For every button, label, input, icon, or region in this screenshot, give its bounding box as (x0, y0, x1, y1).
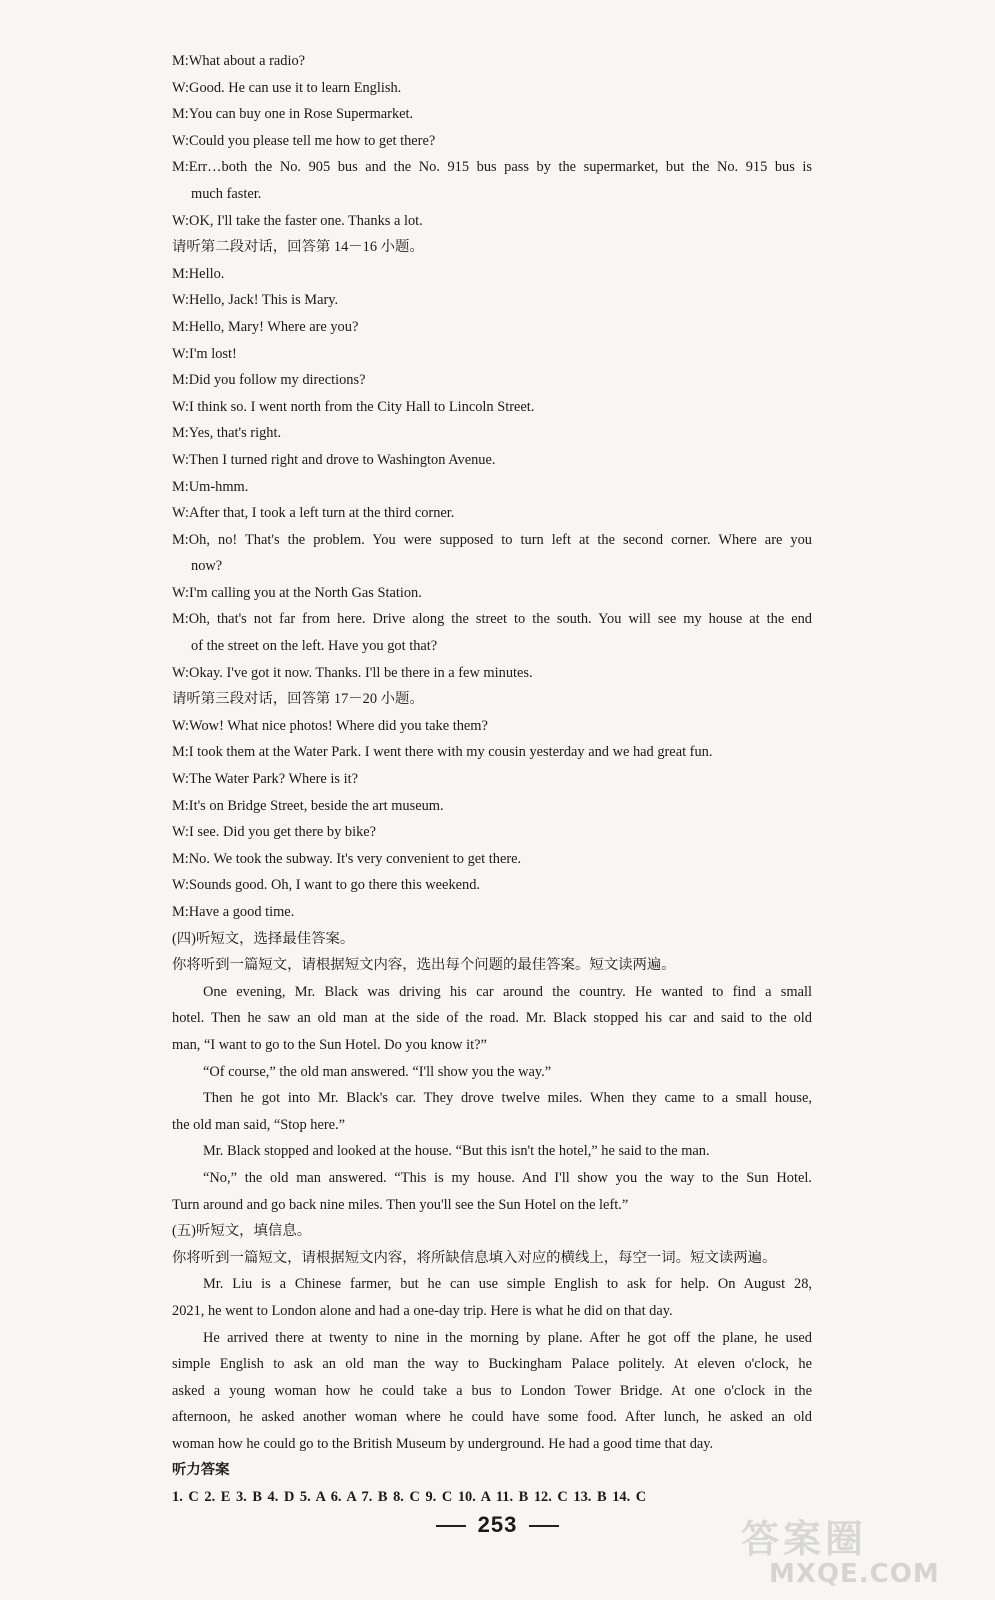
answer-key: 1. C 2. E 3. B 4. D 5. A 6. A 7. B 8. C 9. C 10. A 11. B 12. C 13. B 14. C (172, 1489, 647, 1506)
text-line: W:Could you please tell me how to get there? (172, 132, 436, 149)
text-line: M:What about a radio? (172, 53, 306, 69)
dash-right (529, 1525, 559, 1527)
text-line: the old man said, “Stop here.” (172, 1116, 346, 1133)
text-line: W:I see. Did you get there by bike? (172, 824, 377, 841)
text-line: Turn around and go back nine miles. Then you'll see the Sun Hotel on the left.” (172, 1196, 629, 1213)
text-line: M:Did you follow my directions? (172, 372, 366, 389)
dash-left (436, 1525, 466, 1527)
text-line: W:The Water Park? Where is it? (172, 771, 358, 788)
text-line: M:Hello, Mary! Where are you? (172, 318, 359, 335)
text-line: (四)听短文，选择最佳答案。 (172, 930, 355, 947)
text-line: asked a young woman how he could take a bus to London Tower Bridge. At one o'clock in the (172, 1382, 812, 1399)
text-line: W:I think so. I went north from the City Hall to Lincoln Street. (172, 398, 535, 415)
text-line: 你将听到一篇短文，请根据短文内容，选出每个问题的最佳答案。短文读两遍。 (172, 957, 676, 974)
text-line: One evening, Mr. Black was driving his car around the country. He wanted to find a small (203, 983, 812, 1000)
text-line: M:No. We took the subway. It's very convenient to get there. (172, 850, 522, 867)
text-line: M:I took them at the Water Park. I went there with my cousin yesterday and we had great fun. (172, 744, 713, 761)
text-line: M:Err…both the No. 905 bus and the No. 915 bus pass by the supermarket, but the No. 915 bus is (172, 159, 812, 176)
text-line: 听力答案 (172, 1462, 230, 1479)
text-line: 2021, he went to London alone and had a one-day trip. Here is what he did on that day. (172, 1302, 673, 1319)
text-line: M:It's on Bridge Street, beside the art museum. (172, 797, 444, 814)
text-line: W:I'm lost! (172, 345, 237, 362)
watermark-logo (741, 1508, 981, 1594)
text-lines (172, 48, 812, 1484)
text-line: 请听第三段对话，回答第 17－20 小题。 (172, 691, 424, 708)
text-line: M:Have a good time. (172, 904, 295, 920)
text-line: W:Okay. I've got it now. Thanks. I'll be there in a few minutes. (172, 664, 533, 681)
text-line: simple English to ask an old man the way to Buckingham Palace politely. At eleven o'clock, he (172, 1356, 812, 1373)
text-line: now? (191, 558, 223, 575)
text-line: M:Hello. (172, 265, 225, 282)
text-line: much faster. (191, 185, 262, 202)
text-line: W:OK, I'll take the faster one. Thanks a lot. (172, 212, 423, 229)
text-line: He arrived there at twenty to nine in the morning by plane. After he got off the plane, he used (203, 1329, 812, 1346)
text-line: (五)听短文，填信息。 (172, 1223, 312, 1240)
text-line: W:Wow! What nice photos! Where did you take them? (172, 717, 488, 734)
text-line: afternoon, he asked another woman where he could have some food. After lunch, he asked an old (172, 1409, 812, 1426)
text-line: W:Good. He can use it to learn English. (172, 79, 402, 96)
text-line: W:After that, I took a left turn at the third corner. (172, 505, 455, 522)
text-line: M:Oh, that's not far from here. Drive along the street to the south. You will see my house at the end (172, 611, 812, 628)
text-line: Then he got into Mr. Black's car. They drove twelve miles. When they came to a small house, (203, 1090, 812, 1107)
page-number-text: 253 (477, 1512, 518, 1537)
watermark-top: 答案圈 (741, 1517, 868, 1561)
text-line: W:I'm calling you at the North Gas Station. (172, 584, 422, 601)
text-line: W:Then I turned right and drove to Washington Avenue. (172, 451, 496, 468)
text-line: man, “I want to go to the Sun Hotel. Do you know it?” (172, 1036, 487, 1053)
text-line: M:Yes, that's right. (172, 425, 282, 442)
text-line: M:You can buy one in Rose Supermarket. (172, 106, 414, 123)
text-line: Mr. Black stopped and looked at the house. “But this isn't the hotel,” he said to the man. (203, 1143, 710, 1160)
text-line: “Of course,” the old man answered. “I'll show you the way.” (203, 1063, 552, 1080)
text-line: of the street on the left. Have you got that? (191, 638, 438, 655)
text-line: M:Oh, no! That's the problem. You were supposed to turn left at the second corner. Where are you (172, 531, 812, 548)
text-line: M:Um-hmm. (172, 478, 249, 495)
text-line: 请听第二段对话，回答第 14－16 小题。 (172, 239, 424, 256)
text-line: 你将听到一篇短文，请根据短文内容，将所缺信息填入对应的横线上，每空一词。短文读两遍。 (172, 1249, 777, 1266)
text-line: hotel. Then he saw an old man at the side of the road. Mr. Black stopped his car and said to the old (172, 1010, 812, 1027)
text-line: “No,” the old man answered. “This is my house. And I'll show you the way to the Sun Hotel. (203, 1169, 812, 1186)
document-body (172, 48, 812, 1511)
text-line: W:Sounds good. Oh, I want to go there this weekend. (172, 877, 481, 894)
watermark-bottom: MXQE.COM (769, 1559, 940, 1589)
text-line: Mr. Liu is a Chinese farmer, but he can use simple English to ask for help. On August 28, (203, 1276, 812, 1293)
text-line: woman how he could go to the British Museum by underground. He had a good time that day. (172, 1435, 714, 1452)
text-line: W:Hello, Jack! This is Mary. (172, 292, 339, 309)
